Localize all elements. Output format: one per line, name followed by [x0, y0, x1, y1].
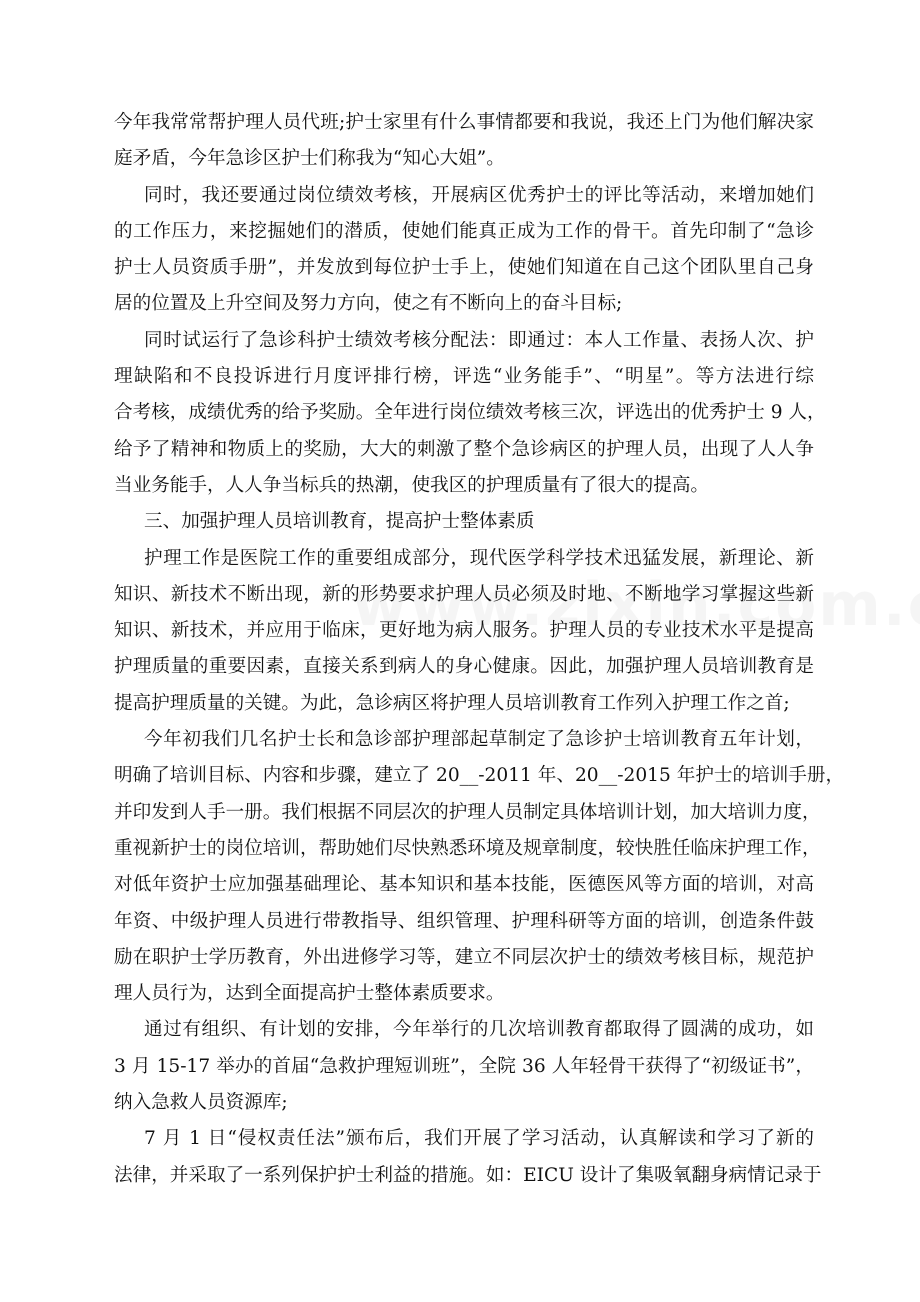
text-line: 年资、中级护理人员进行带教指导、组织管理、护理科研等方面的培训，创造条件鼓 [114, 910, 814, 932]
paragraph [114, 541, 814, 722]
paragraph [114, 1012, 814, 1121]
text-line: 庭矛盾，今年急诊区护士们称我为“知心大姐”。 [114, 148, 505, 170]
text-line: 知识、新技术，并应用于临床，更好地为病人服务。护理人员的专业技术水平是提高 [114, 620, 814, 642]
text-line: 给予了精神和物质上的奖励，大大的刺激了整个急诊病区的护理人员，出现了人人争 [114, 438, 814, 460]
text-line: 励在职护士学历教育，外出进修学习等，建立不同层次护士的绩效考核目标，规范护 [114, 946, 814, 968]
text-line: 同时试运行了急诊科护士绩效考核分配法：即通过：本人工作量、表扬人次、护 [144, 329, 814, 351]
text-line: 护理质量的重要因素，直接关系到病人的身心健康。因此，加强护理人员培训教育是 [114, 656, 814, 678]
paragraph [114, 178, 814, 323]
text-line: 并印发到人手一册。我们根据不同层次的护理人员制定具体培训计划，加大培训力度， [114, 801, 821, 823]
text-line: 明确了培训目标、内容和步骤，建立了 20__-2011 年、20__-2015 年护士的培训手册， [114, 765, 845, 787]
text-line: 对低年资护士应加强基础理论、基本知识和基本技能，医德医风等方面的培训，对高 [114, 874, 814, 896]
text-line: 知识、新技术不断出现，新的形势要求护理人员必须及时地、不断地学习掌握这些新 [114, 583, 814, 605]
document-body [114, 105, 845, 1194]
text-line: 居的位置及上升空间及努力方向，使之有不断向上的奋斗目标; [114, 293, 623, 315]
text-line: 法律，并采取了一系列保护护士利益的措施。如：EICU 设计了集吸氧翻身病情记录于 [114, 1164, 822, 1186]
text-line: 理缺陷和不良投诉进行月度评排行榜，评选“业务能手”、“明星”。等方法进行综 [114, 366, 814, 388]
paragraph [114, 323, 826, 504]
text-line: 重视新护士的岗位培训，帮助她们尽快熟悉环境及规章制度，较快胜任临床护理工作， [114, 837, 821, 859]
text-line: 合考核，成绩优秀的给予奖励。全年进行岗位绩效考核三次，评选出的优秀护士 9 人， [114, 402, 826, 424]
text-line: 纳入急救人员资源库; [114, 1092, 288, 1114]
text-line: 7 月 1 日“侵权责任法”颁布后，我们开展了学习活动，认真解读和学习了新的 [144, 1128, 814, 1150]
text-line: 通过有组织、有计划的安排，今年举行的几次培训教育都取得了圆满的成功，如 [144, 1019, 814, 1041]
section-heading [114, 504, 814, 540]
paragraph [114, 1121, 822, 1194]
text-line: 提高护理质量的关键。为此，急诊病区将护理人员培训教育工作列入护理工作之首; [114, 692, 790, 714]
text-line: 3 月 15-17 举办的首届“急救护理短训班”，全院 36 人年轻骨干获得了“初级证书”， [114, 1055, 814, 1077]
text-line: 当业务能手，人人争当标兵的热潮，使我区的护理质量有了很大的提高。 [114, 474, 710, 496]
text-line: 三、加强护理人员培训教育，提高护士整体素质 [144, 511, 535, 533]
text-line: 今年我常常帮护理人员代班;护士家里有什么事情都要和我说，我还上门为他们解决家 [114, 112, 814, 133]
text-line: 的工作压力，来挖掘她们的潜质，使她们能真正成为工作的骨干。首先印制了“急诊 [114, 220, 814, 242]
text-line: 护士人员资质手册”，并发放到每位护士手上，使她们知道在自己这个团队里自己身 [114, 257, 814, 279]
text-line: 护理工作是医院工作的重要组成部分，现代医学科学技术迅猛发展，新理论、新 [144, 547, 814, 569]
paragraph [114, 105, 814, 178]
text-line: 今年初我们几名护士长和急诊部护理部起草制定了急诊护士培训教育五年计划， [144, 729, 814, 751]
paragraph [114, 722, 845, 1012]
text-line: 理人员行为，达到全面提高护士整体素质要求。 [114, 983, 505, 1005]
text-line: 同时，我还要通过岗位绩效考核，开展病区优秀护士的评比等活动，来增加她们 [144, 184, 814, 206]
